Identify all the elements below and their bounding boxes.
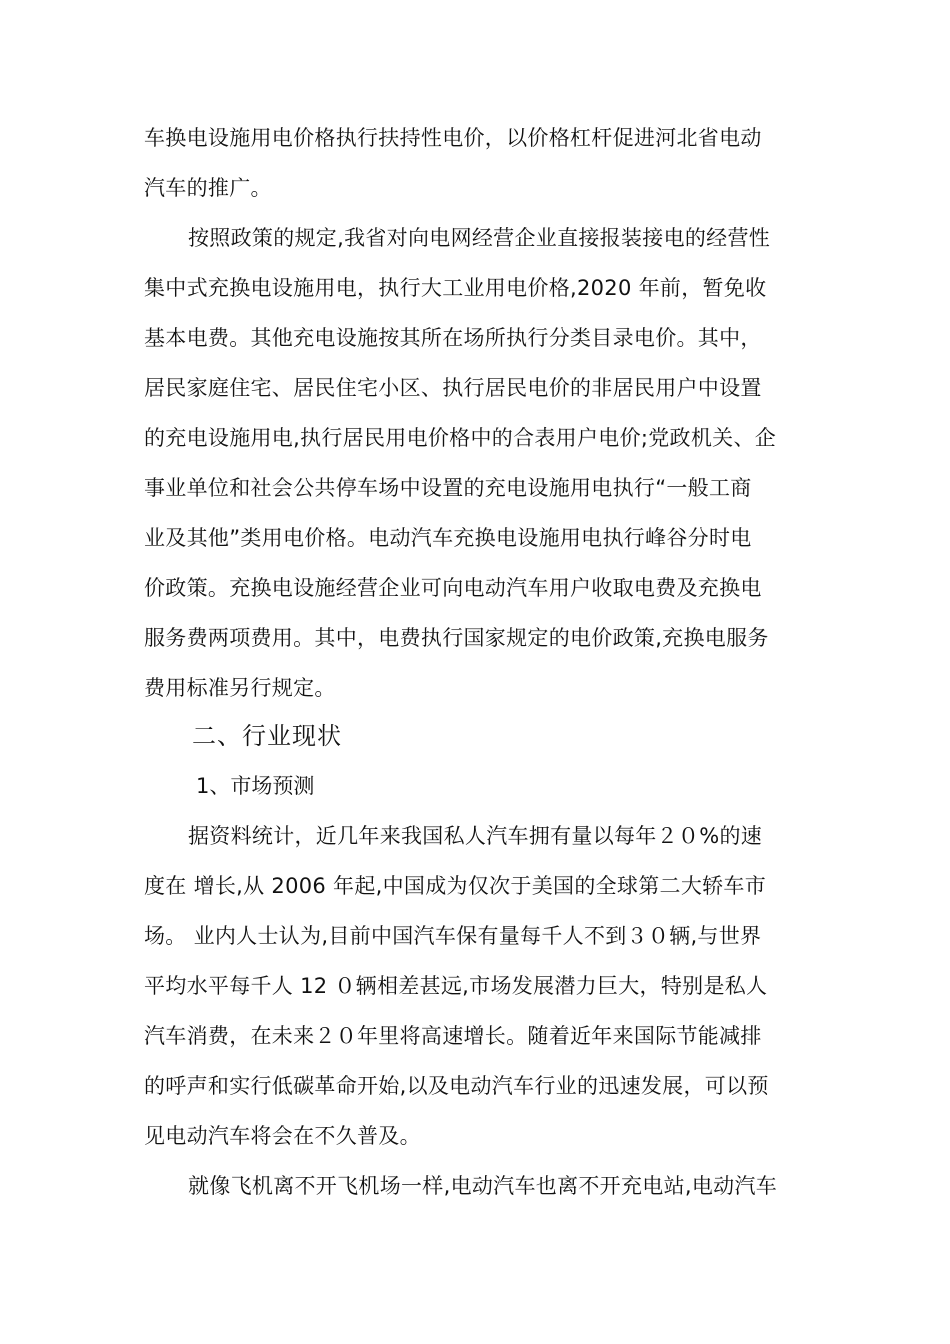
text-line: 按照政策的规定,我省对向电网经营企业直接报装接电的经营性	[188, 226, 771, 250]
text-line: 汽车消费，在未来２０年里将高速增长。随着近年来国际节能减排	[144, 1024, 762, 1048]
text-line: 平均水平每千人 12 ０辆相差甚远,市场发展潜力巨大，特别是私人	[144, 974, 768, 998]
text-line: 服务费两项费用。其中，电费执行国家规定的电价政策,充换电服务	[144, 626, 769, 650]
text-line: 的呼声和实行低碳革命开始,以及电动汽车行业的迅速发展，可以预	[144, 1074, 769, 1098]
text-line: 居民家庭住宅、居民住宅小区、执行居民电价的非居民用户中设置	[144, 376, 762, 400]
text-line: 价政策。充换电设施经营企业可向电动汽车用户收取电费及充换电	[144, 576, 762, 600]
text-line: 业及其他”类用电价格。电动汽车充换电设施用电执行峰谷分时电	[144, 526, 752, 550]
section-heading: 二、行业现状	[192, 722, 342, 750]
text-line: 事业单位和社会公共停车场中设置的充电设施用电执行“一般工商	[144, 476, 752, 500]
text-line: 集中式充换电设施用电，执行大工业用电价格,2020 年前，暂免收	[144, 276, 767, 300]
subsection-heading: 1、市场预测	[196, 774, 315, 798]
text-line: 基本电费。其他充电设施按其所在场所执行分类目录电价。其中，	[144, 326, 762, 350]
text-line: 费用标准另行规定。	[144, 676, 336, 700]
text-line: 据资料统计，近几年来我国私人汽车拥有量以每年２０%的速	[188, 824, 763, 848]
text-line: 度在 增长,从 2006 年起,中国成为仅次于美国的全球第二大轿车市	[144, 874, 767, 898]
text-line: 的充电设施用电,执行居民用电价格中的合表用户电价;党政机关、企	[144, 426, 777, 450]
text-line: 车换电设施用电价格执行扶持性电价，以价格杠杆促进河北省电动	[144, 126, 762, 150]
text-line: 见电动汽车将会在不久普及。	[144, 1124, 421, 1148]
text-line: 就像飞机离不开飞机场一样,电动汽车也离不开充电站,电动汽车	[188, 1174, 778, 1198]
text-line: 场。 业内人士认为,目前中国汽车保有量每千人不到３０辆,与世界	[144, 924, 762, 948]
text-line: 汽车的推广。	[144, 176, 272, 200]
